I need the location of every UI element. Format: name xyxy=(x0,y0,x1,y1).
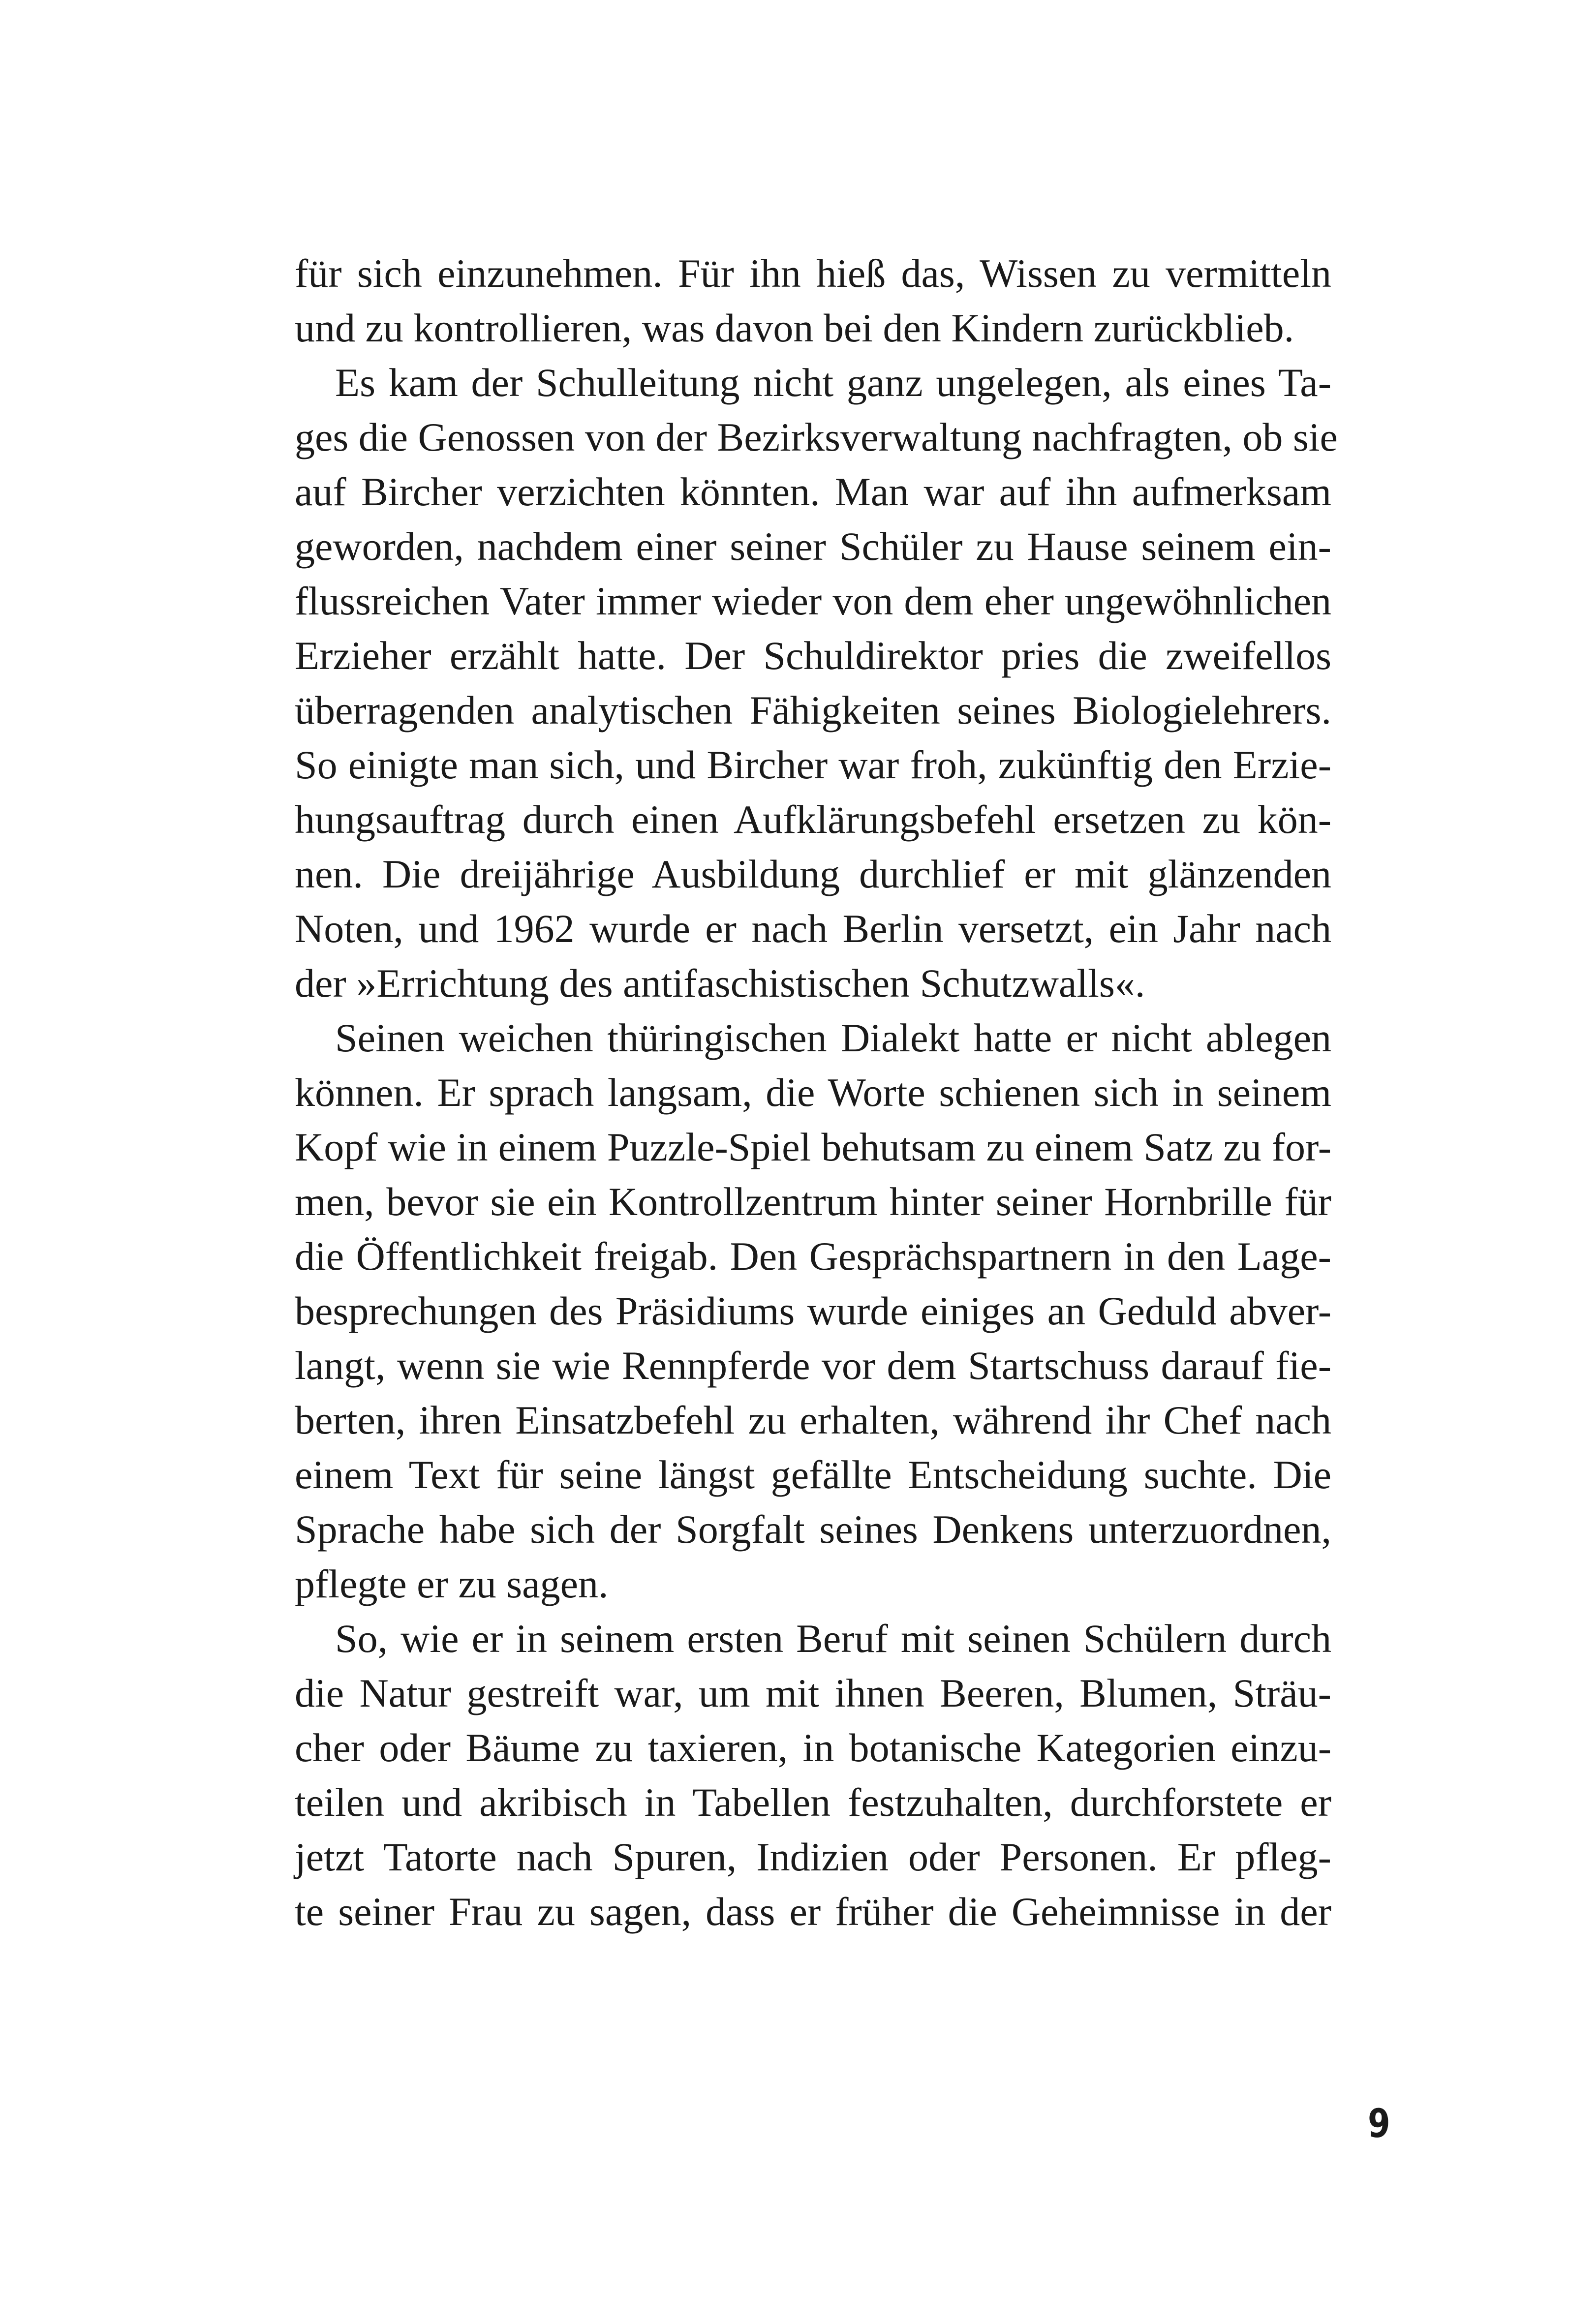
text-line: So einigte man sich, und Bircher war froh, zukünftig den Erzie- xyxy=(295,742,1331,787)
text-line: Kopf wie in einem Puzzle-Spiel behutsam zu einem Satz zu for- xyxy=(295,1125,1331,1169)
text-line: die Natur gestreift war, um mit ihnen Beeren, Blumen, Sträu- xyxy=(295,1671,1331,1715)
text-line: die Öffentlichkeit freigab. Den Gesprächspartnern in den Lage- xyxy=(295,1234,1331,1279)
text-line: ges die Genossen von der Bezirksverwaltung nachfragten, ob sie xyxy=(295,415,1338,459)
text-line: cher oder Bäume zu taxieren, in botanische Kategorien einzu- xyxy=(295,1725,1331,1770)
paragraph-2 xyxy=(295,355,1338,1010)
paragraph-4 xyxy=(295,1611,1331,1939)
text-line: können. Er sprach langsam, die Worte schienen sich in seinem xyxy=(295,1070,1331,1115)
paragraph-3 xyxy=(295,1010,1331,1611)
text-line: für sich einzunehmen. Für ihn hieß das, Wissen zu vermitteln xyxy=(295,251,1331,296)
text-line: Sprache habe sich der Sorgfalt seines Denkens unterzuordnen, xyxy=(295,1507,1331,1552)
text-line: Noten, und 1962 wurde er nach Berlin versetzt, ein Jahr nach xyxy=(295,906,1331,951)
page-number: 9 xyxy=(1368,2101,1390,2146)
text-line: flussreichen Vater immer wieder von dem eher ungewöhnlichen xyxy=(295,579,1331,623)
text-line: langt, wenn sie wie Rennpferde vor dem Startschuss darauf fie- xyxy=(295,1343,1331,1388)
text-line: einem Text für seine längst gefällte Entscheidung suchte. Die xyxy=(295,1452,1331,1497)
text-line: teilen und akribisch in Tabellen festzuhalten, durchforstete er xyxy=(295,1780,1331,1825)
text-line: auf Bircher verzichten könnten. Man war auf ihn aufmerksam xyxy=(295,469,1331,514)
text-line: Erzieher erzählt hatte. Der Schuldirektor pries die zweifellos xyxy=(295,633,1331,678)
text-line: So, wie er in seinem ersten Beruf mit seinen Schülern durch xyxy=(335,1616,1331,1661)
text-line: nen. Die dreijährige Ausbildung durchlief er mit glänzenden xyxy=(295,852,1331,896)
text-line: Seinen weichen thüringischen Dialekt hatte er nicht ablegen xyxy=(335,1015,1331,1060)
text-line: men, bevor sie ein Kontrollzentrum hinter seiner Hornbrille für xyxy=(295,1179,1331,1224)
body-text xyxy=(295,246,1338,1939)
text-line: hungsauftrag durch einen Aufklärungsbefehl ersetzen zu kön- xyxy=(295,797,1331,842)
text-line: Es kam der Schulleitung nicht ganz ungelegen, als eines Ta- xyxy=(335,360,1331,405)
text-line: besprechungen des Präsidiums wurde einiges an Geduld abver- xyxy=(295,1288,1331,1333)
text-line: berten, ihren Einsatzbefehl zu erhalten, während ihr Chef nach xyxy=(295,1398,1331,1442)
text-line: te seiner Frau zu sagen, dass er früher die Geheimnisse in der xyxy=(295,1889,1331,1934)
text-line: überragenden analytischen Fähigkeiten seines Biologielehrers. xyxy=(295,688,1331,733)
text-line: geworden, nachdem einer seiner Schüler zu Hause seinem ein- xyxy=(295,524,1331,569)
text-line: pflegte er zu sagen. xyxy=(295,1561,609,1606)
text-line: der »Errichtung des antifaschistischen Schutzwalls«. xyxy=(295,961,1145,1006)
text-line: und zu kontrollieren, was davon bei den Kindern zurückblieb. xyxy=(295,306,1294,350)
text-line: jetzt Tatorte nach Spuren, Indizien oder Personen. Er pfleg- xyxy=(295,1835,1331,1879)
paragraph-1 xyxy=(295,246,1331,355)
